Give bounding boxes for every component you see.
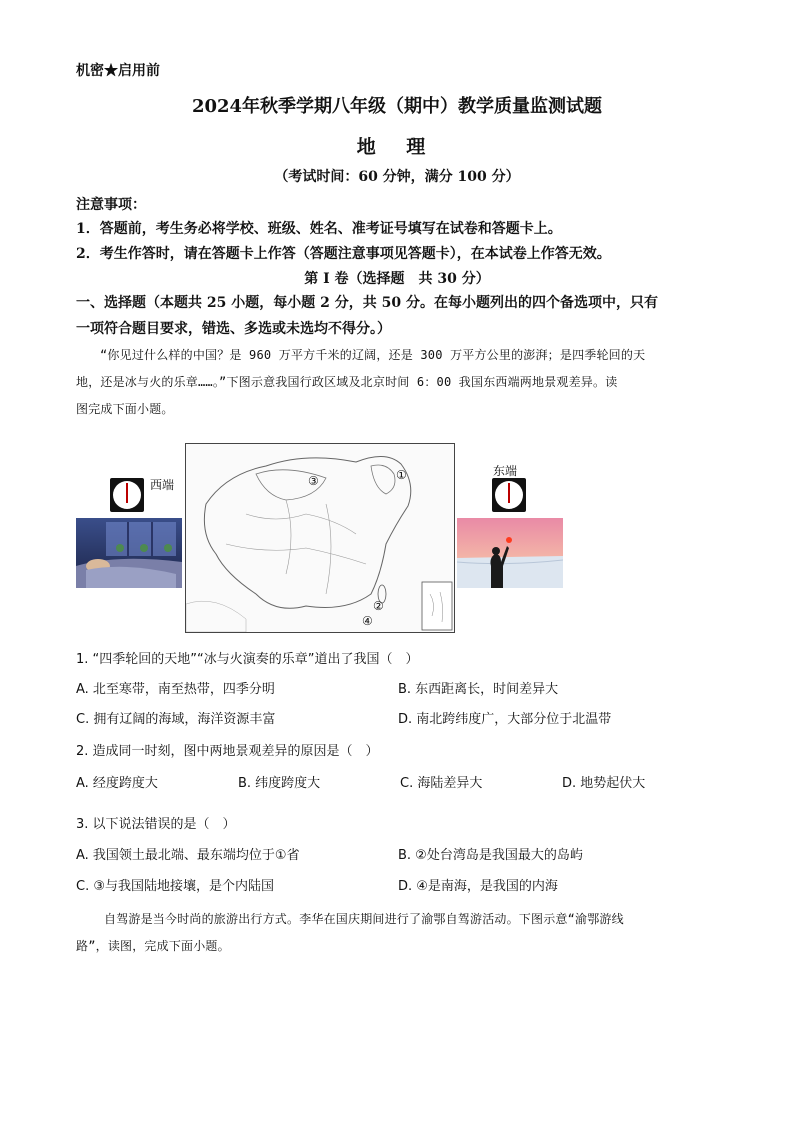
question-2-option-b: B. 纬度跨度大: [238, 776, 321, 791]
question-2-option-c: C. 海陆差异大: [400, 776, 483, 791]
question-3-option-a: A. 我国领土最北端、最东端均位于①省: [76, 848, 300, 863]
question-1-option-d: D. 南北跨纬度广，大部分位于北温带: [398, 712, 612, 727]
note-item-1: 1．答题前，考生务必将学校、班级、姓名、准考证号填写在试卷和答题卡上。: [76, 221, 562, 237]
question-1-option-c: C. 拥有辽阔的海域，海洋资源丰富: [76, 712, 276, 727]
question-3-stem: 3. 以下说法错误的是（ ）: [76, 817, 236, 832]
passage1-line1: “你见过什么样的中国？是 960 万平方千米的辽阔，还是 300 万平方公里的澎湃；是四季轮回的天: [100, 348, 646, 362]
confidential-mark: 机密★启用前: [76, 63, 160, 79]
exam-title: 2024年秋季学期八年级（期中）教学质量监测试题: [191, 96, 603, 117]
part1-title: 第 I 卷（选择题 共 30 分）: [304, 271, 490, 287]
section-instructions-line2: 一项符合题目要求，错选、多选或未选均不得分。）: [76, 321, 391, 337]
note-item-2: 2．考生作答时，请在答题卡上作答（答题注意事项见答题卡），在本试卷上作答无效。: [76, 246, 611, 262]
question-1-option-b: B. 东西距离长，时间差异大: [398, 682, 559, 697]
question-3-option-d: D. ④是南海，是我国的内海: [398, 879, 558, 894]
passage2-line1: 自驾游是当今时尚的旅游出行方式。李华在国庆期间进行了渝鄂自驾游活动。下图示意“渝鄂游线: [104, 912, 624, 926]
question-1-option-a: A. 北至寒带，南至热带，四季分明: [76, 682, 275, 697]
passage2-line2: 路”，读图，完成下面小题。: [76, 939, 230, 953]
passage1-line3: 图完成下面小题。: [76, 402, 174, 416]
section-instructions-line1: 一、选择题（本题共 25 小题，每小题 2 分，共 50 分。在每小题列出的四个备选项中，只有: [76, 295, 658, 311]
west-end-label: 西端: [150, 478, 175, 492]
china-map: [185, 443, 455, 633]
exam-time: （考试时间：60 分钟，满分 100 分）: [274, 169, 520, 185]
question-2-option-a: A. 经度跨度大: [76, 776, 158, 791]
east-sunrise-photo: [457, 518, 563, 588]
map-marker-1: ①: [396, 468, 407, 482]
question-2-stem: 2. 造成同一时刻，图中两地景观差异的原因是（ ）: [76, 744, 379, 759]
map-marker-2: ②: [373, 599, 384, 613]
passage1-line2: 地，还是冰与火的乐章……。”下图示意我国行政区域及北京时间 6：00 我国东西端两地景观差异。读: [76, 375, 618, 389]
map-marker-3: ③: [308, 474, 319, 488]
question-1-stem: 1. “四季轮回的天地”“冰与火演奏的乐章”道出了我国（ ）: [76, 652, 419, 667]
map-marker-4: ④: [362, 614, 373, 628]
question-2-option-d: D. 地势起伏大: [562, 776, 646, 791]
notes-heading: 注意事项：: [76, 197, 146, 213]
question-3-option-c: C. ③与我国陆地接壤，是个内陆国: [76, 879, 274, 894]
west-clock-icon: [110, 478, 144, 512]
subject-title: 地 理: [356, 136, 438, 158]
west-night-photo: [76, 518, 182, 588]
question-3-option-b: B. ②处台湾岛是我国最大的岛屿: [398, 848, 583, 863]
east-clock-icon: [492, 478, 526, 512]
east-end-label: 东端: [493, 464, 518, 478]
